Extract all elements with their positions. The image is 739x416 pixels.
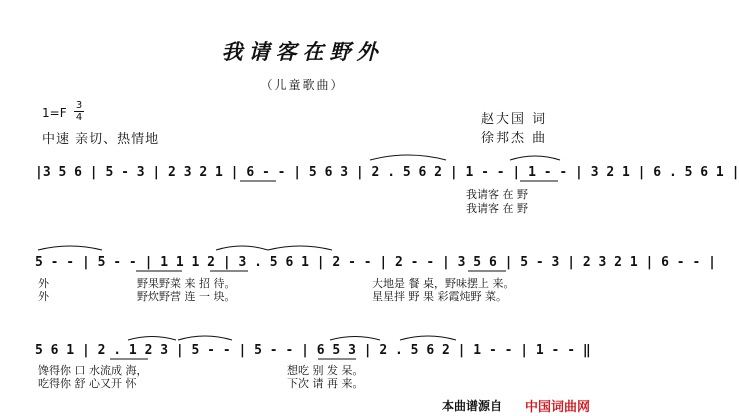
lyric-row-2-verse-1-end: 大地是 餐 桌，野味摆上 来。: [372, 277, 515, 290]
key-signature: 1=F: [42, 106, 67, 120]
time-signature-top: 3: [75, 100, 83, 111]
tie-arc: [370, 155, 446, 160]
lyricist-credit: 赵大国 词: [481, 112, 548, 127]
slur-arc: [128, 337, 176, 341]
notation-row-2: 5 - - | 5 - - | 1 1 1 2 | 3 . 5 6 1 | 2 - - | 2 - - | 3 5 6 | 5 - 3 | 2 3 2 1 | 6 - - |: [35, 255, 716, 270]
tie-arc: [400, 336, 456, 340]
song-title: 我请客在野外: [221, 39, 384, 64]
lyric-row-1-verse-1: 我请客 在 野: [466, 188, 528, 201]
lyric-row-3-verse-1-start: 馋得你 口 水流成 海，: [38, 364, 148, 377]
lyric-row-1-verse-2: 我请客 在 野: [466, 202, 528, 215]
lyric-row-2-verse-1-middle: 野果野菜 来 招 待。: [137, 277, 236, 290]
composer-credit: 徐邦杰 曲: [481, 131, 548, 146]
tie-arc: [178, 336, 232, 340]
notation-row-3: 5 6 1 | 2 . 1 2 3 | 5 - - | 5 - - | 6 5 3 | 2 . 5 6 2 | 1 - - | 1 - - ‖: [35, 343, 591, 358]
lyric-row-3-verse-2-end: 下次 请 再 来。: [287, 377, 364, 390]
lyric-row-2-verse-2-start: 外: [38, 290, 49, 303]
lyric-row-2-verse-2-end: 星星拌 野 果 彩霞炖野 菜。: [372, 290, 507, 303]
lyric-row-2-verse-2-middle: 野炊野营 连 一 块。: [137, 290, 236, 303]
time-signature-bottom: 4: [75, 112, 83, 123]
site-name: 中国词曲网: [525, 400, 591, 415]
lyric-row-3-verse-2-start: 吃得你 舒 心又开 怀: [38, 377, 137, 390]
slur-arc: [330, 337, 380, 341]
tie-arc: [38, 246, 102, 250]
notation-row-1: |3 5 6 | 5 - 3 | 2 3 2 1 | 6 - - | 5 6 3 | 2 . 5 6 2 | 1 - - | 1 - - | 3 2 1 | 6 . 5 6 1 |: [35, 165, 739, 180]
source-label: 本曲谱源自: [442, 399, 503, 413]
lyric-row-3-verse-1-end: 想吃 别 发 呆。: [287, 364, 364, 377]
tie-arc: [268, 246, 332, 250]
song-subtitle: （儿童歌曲）: [260, 78, 345, 92]
tempo-marking: 中速 亲切、热情地: [42, 132, 160, 147]
slur-arc: [216, 246, 268, 250]
lyric-row-2-verse-1-start: 外: [38, 277, 49, 290]
slur-arc: [510, 156, 560, 160]
